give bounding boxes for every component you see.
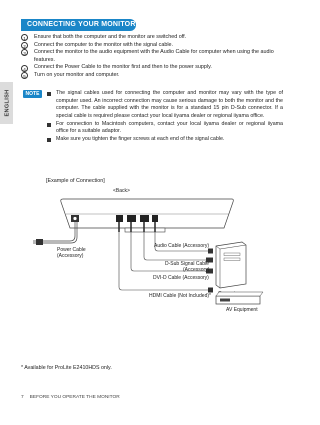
monitor-back <box>61 199 234 228</box>
step-number: 4 <box>21 65 28 72</box>
side-language-label: ENGLISH <box>4 89 11 117</box>
footnote: * Available for ProLite E2410HDS only. <box>21 365 112 371</box>
page-number: 7 <box>21 395 24 400</box>
steps-list <box>21 34 283 80</box>
page-footer <box>21 395 120 400</box>
av-equipment-top <box>216 292 263 296</box>
dvi-cable-label: DVI-D Cable (Accessory) <box>153 275 209 281</box>
audio-port <box>152 215 158 222</box>
audio-cable-label: Audio Cable (Accessory) <box>154 243 210 249</box>
dsub-port <box>140 215 149 222</box>
step-item <box>21 64 283 72</box>
example-label: [Example of Connection] <box>46 178 105 184</box>
note-badge: NOTE <box>23 90 42 98</box>
step-number: 3 <box>21 49 28 56</box>
step-text: Connect the Power Cable to the monitor first and then to the power supply. <box>34 64 212 71</box>
dvi-port <box>127 215 136 222</box>
square-bullet-icon <box>47 92 51 96</box>
step-number: 5 <box>21 72 28 79</box>
dsub-cable-label: D-Sub Signal Cable <box>165 261 209 267</box>
note-item <box>47 121 283 136</box>
hdmi-cable-label: HDMI Cable (Not Included)* <box>149 293 211 299</box>
step-number: 1 <box>21 34 28 41</box>
power-switch-icon <box>73 217 76 220</box>
note-text: For connection to Macintosh computers, contact your local iiyama dealer or regional iiyama office for a suitable adaptor. <box>56 120 283 135</box>
drive-bay <box>224 258 240 261</box>
connector-icon <box>208 249 213 254</box>
square-bullet-icon <box>47 138 51 142</box>
note-item <box>47 90 283 120</box>
step-text: Connect the monitor to the audio equipment with the Audio Cable for computer when using the audio features. <box>34 49 274 63</box>
step-number: 2 <box>21 42 28 49</box>
av-display <box>220 299 230 302</box>
step-item <box>21 42 283 50</box>
step-item <box>21 34 283 42</box>
footer-text: BEFORE YOU OPERATE THE MONITOR <box>29 395 120 400</box>
step-text: Ensure that both the computer and the monitor are switched off. <box>34 34 187 40</box>
drive-bay <box>224 253 240 256</box>
dsub-cable-sublabel: (Accessory) <box>183 267 210 273</box>
hdmi-port <box>116 215 123 222</box>
square-bullet-icon <box>47 123 51 127</box>
av-equipment-label: AV Equipment <box>226 307 258 313</box>
section-title: CONNECTING YOUR MONITOR <box>21 19 136 31</box>
note-item <box>47 136 283 144</box>
step-text: Connect the computer to the monitor with the signal cable. <box>34 41 174 48</box>
back-label: <Back> <box>113 188 130 194</box>
step-text: Turn on your monitor and computer. <box>34 71 120 78</box>
power-cable-label: Power Cable <box>57 247 86 253</box>
note-text: Make sure you tighten the finger screws at each end of the signal cable. <box>56 136 225 143</box>
notes-list <box>47 90 283 144</box>
step-item <box>21 72 283 80</box>
connector-icon <box>208 288 213 293</box>
power-plug <box>36 239 43 245</box>
connection-diagram <box>20 186 280 316</box>
note-text: The signal cables used for connecting the computer and monitor may vary with the type of computer used. An incorrect connection may cause serious damage to both the monitor and the computer. The cable supplied with the monitor is for a standard 15 pin D-Sub connector. If a special cable is required please contact your local iiyama dealer or regional iiyama office. <box>56 90 283 119</box>
step-item <box>21 49 283 64</box>
power-cable-sublabel: (Accessory) <box>57 253 84 259</box>
